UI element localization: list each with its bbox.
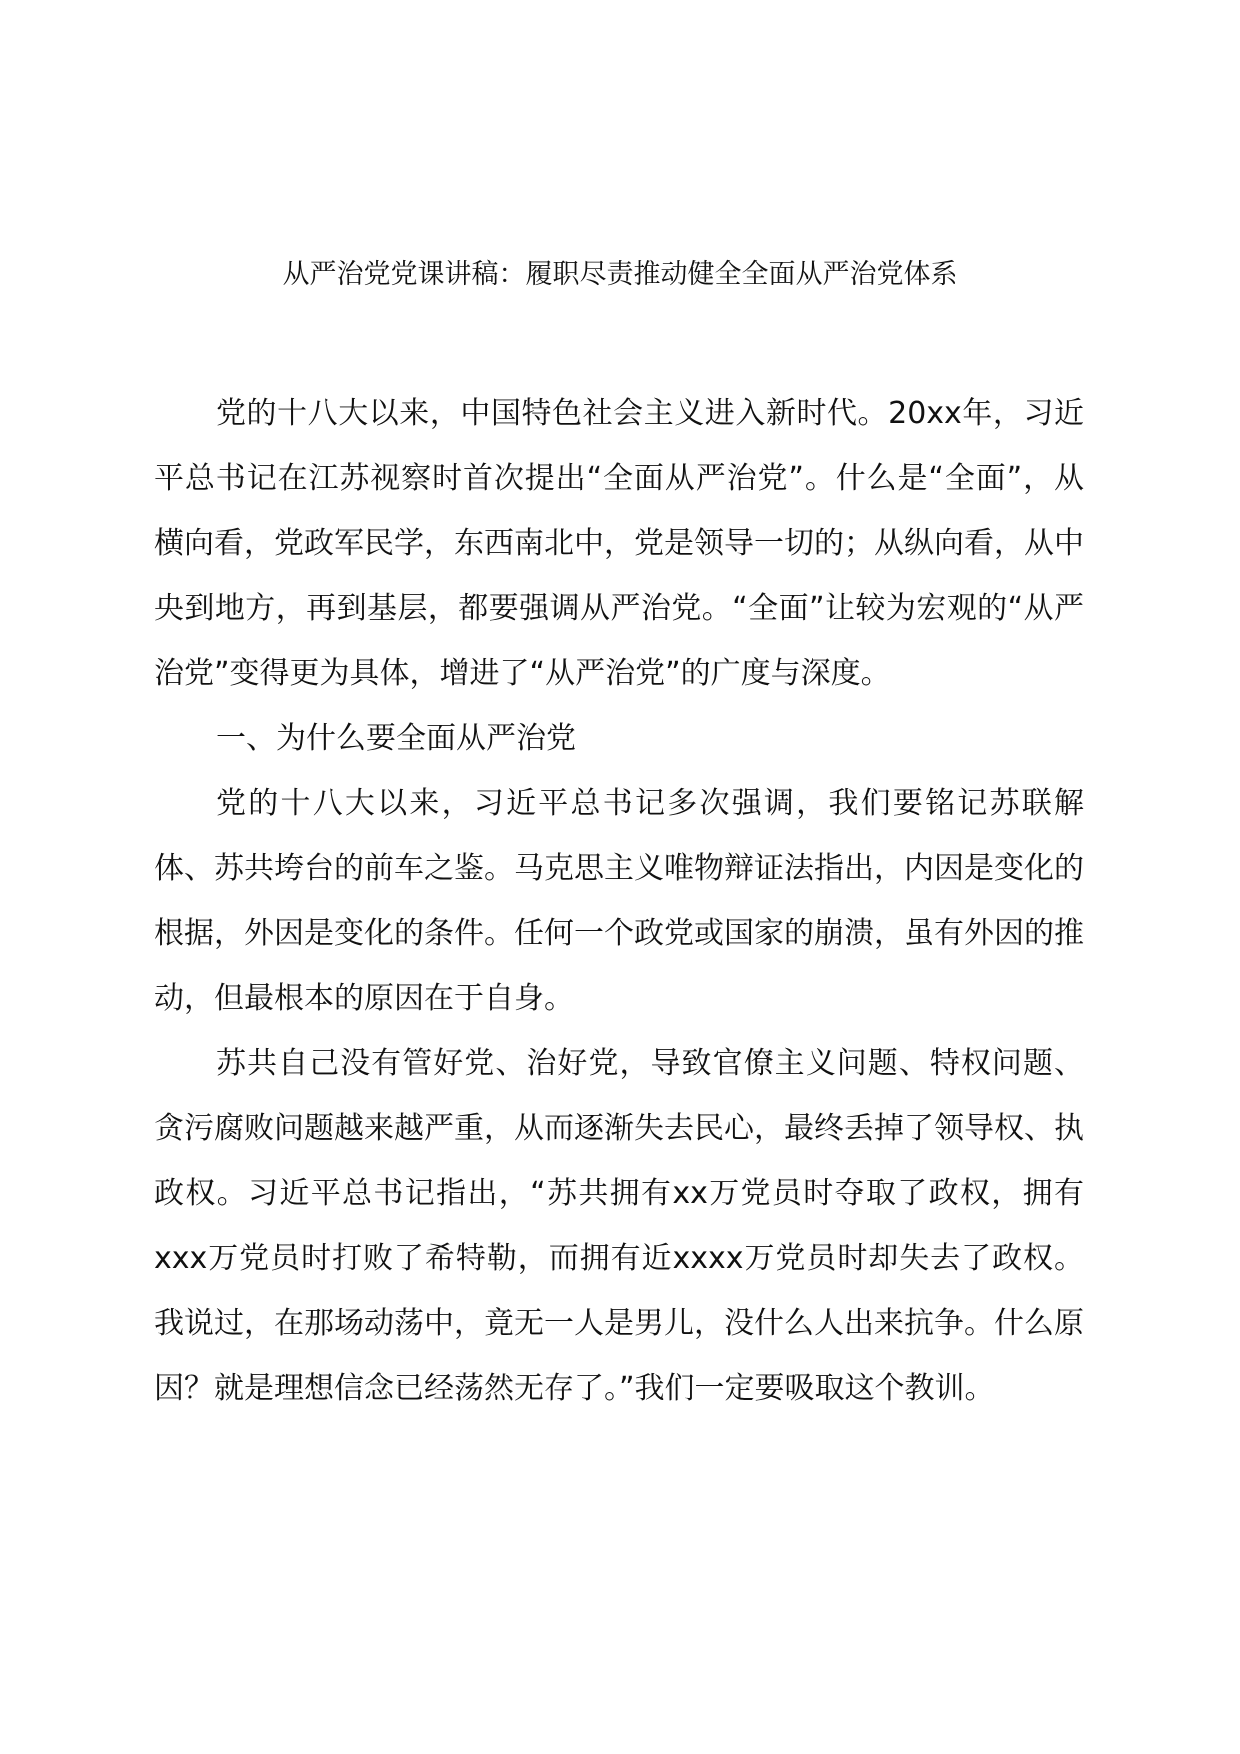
document-title: 从严治党党课讲稿：履职尽责推动健全全面从严治党体系 [282, 259, 958, 290]
paragraph-soviet-lesson: 党的十八大以来，习近平总书记多次强调，我们要铭记苏联解体、苏共垮台的前车之鉴。马克思主义唯物辩证法指出，内因是变化的根据，外因是变化的条件。任何一个政党或国家的崩溃，虽有外因的推动，但最根本的原因在于自身。 [154, 786, 1084, 1016]
section-heading-1: 一、为什么要全面从严治党 [216, 721, 576, 756]
document-body [154, 381, 1084, 1421]
paragraph-cpsu-failure: 苏共自己没有管好党、治好党，导致官僚主义问题、特权问题、贪污腐败问题越来越严重，从而逐渐失去民心，最终丢掉了领导权、执政权。习近平总书记指出，“苏共拥有xx万党员时夺取了政权，拥有xxx万党员时打败了希特勒，而拥有近xxxx万党员时却失去了政权。我说过，在那场动荡中，竟无一人是男儿，没什么人出来抗争。什么原因？就是理想信念已经荡然无存了。”我们一定要吸取这个教训。 [154, 1046, 1084, 1406]
paragraph-intro: 党的十八大以来，中国特色社会主义进入新时代。20xx年，习近平总书记在江苏视察时首次提出“全面从严治党”。什么是“全面”，从横向看，党政军民学，东西南北中，党是领导一切的；从纵向看，从中央到地方，再到基层，都要强调从严治党。“全面”让较为宏观的“从严治党”变得更为具体，增进了“从严治党”的广度与深度。 [154, 396, 1084, 691]
